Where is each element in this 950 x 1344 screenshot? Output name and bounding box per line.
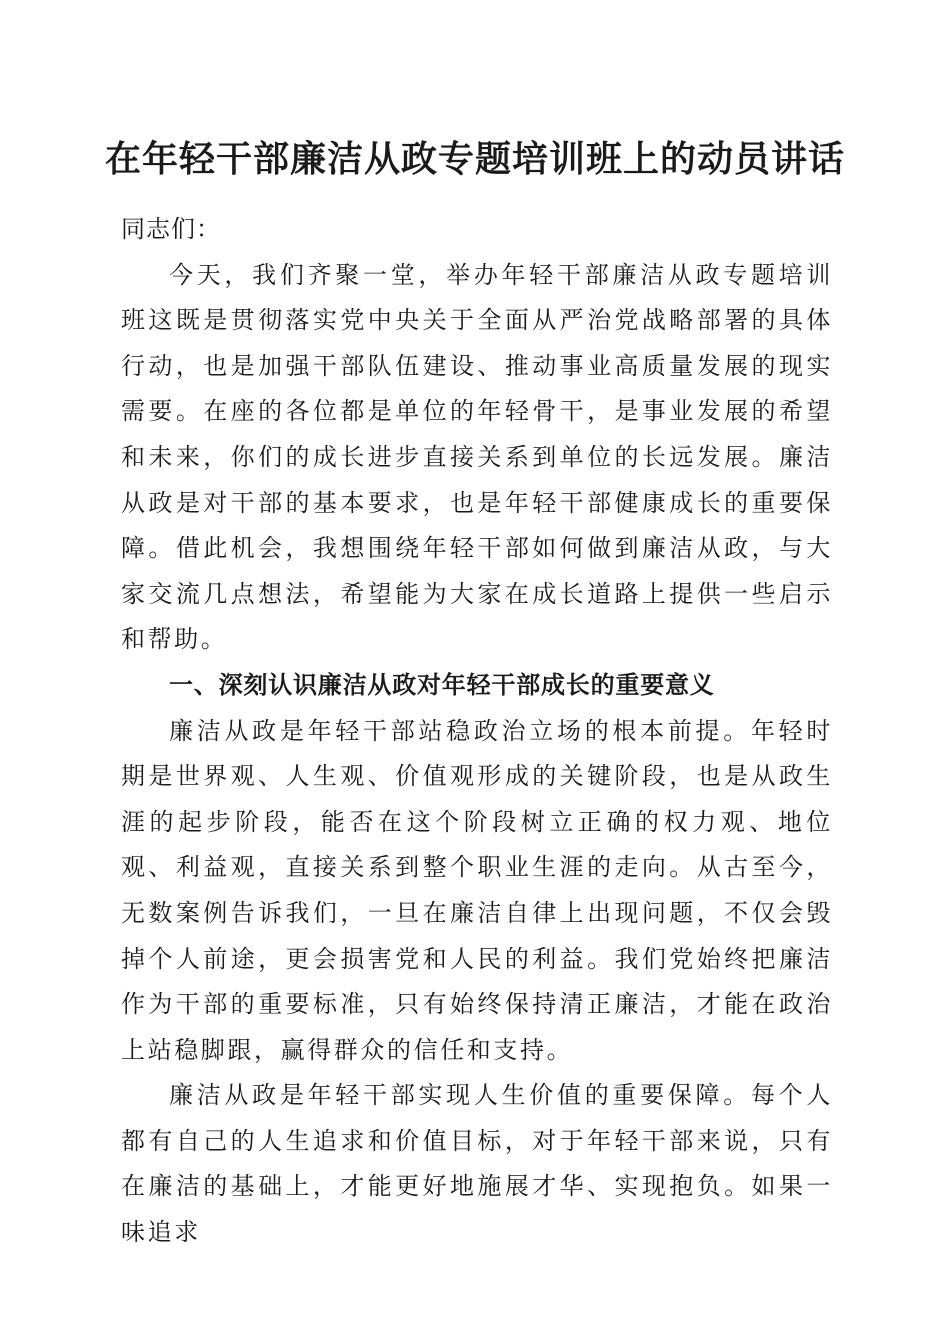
- document-body: [121, 207, 833, 1256]
- salutation: 同志们：: [121, 215, 221, 243]
- document-title: 在年轻干部廉洁从政专题培训班上的动员讲话: [104, 138, 845, 180]
- paragraph-political-stance: 廉洁从政是年轻干部站稳政治立场的根本前提。年轻时期是世界观、人生观、价值观形成的关键阶段，也是从政生涯的起步阶段，能否在这个阶段树立正确的权力观、地位观、利益观，直接关系到整个职业生涯的走向。从古至今，无数案例告诉我们，一旦在廉洁自律上出现问题，不仅会毁掉个人前途，更会损害党和人民的利益。我们党始终把廉洁作为干部的重要标准，只有始终保持清正廉洁，才能在政治上站稳脚跟，赢得群众的信任和支持。: [121, 716, 833, 1064]
- paragraph-life-value: 廉洁从政是年轻干部实现人生价值的重要保障。每个人都有自己的人生追求和价值目标，对于年轻干部来说，只有在廉洁的基础上，才能更好地施展才华、实现抱负。如果一味追求: [121, 1081, 833, 1247]
- paragraph-intro: 今天，我们齐聚一堂，举办年轻干部廉洁从政专题培训班这既是贯彻落实党中央关于全面从严治党战略部署的具体行动，也是加强干部队伍建设、推动事业高质量发展的现实需要。在座的各位都是单位的年轻骨干，是事业发展的希望和未来，你们的成长进步直接关系到单位的长远发展。廉洁从政是对干部的基本要求，也是年轻干部健康成长的重要保障。借此机会，我想围绕年轻干部如何做到廉洁从政，与大家交流几点想法，希望能为大家在成长道路上提供一些启示和帮助。: [121, 260, 833, 654]
- section-heading-1: 一、深刻认识廉洁从政对年轻干部成长的重要意义: [169, 670, 715, 699]
